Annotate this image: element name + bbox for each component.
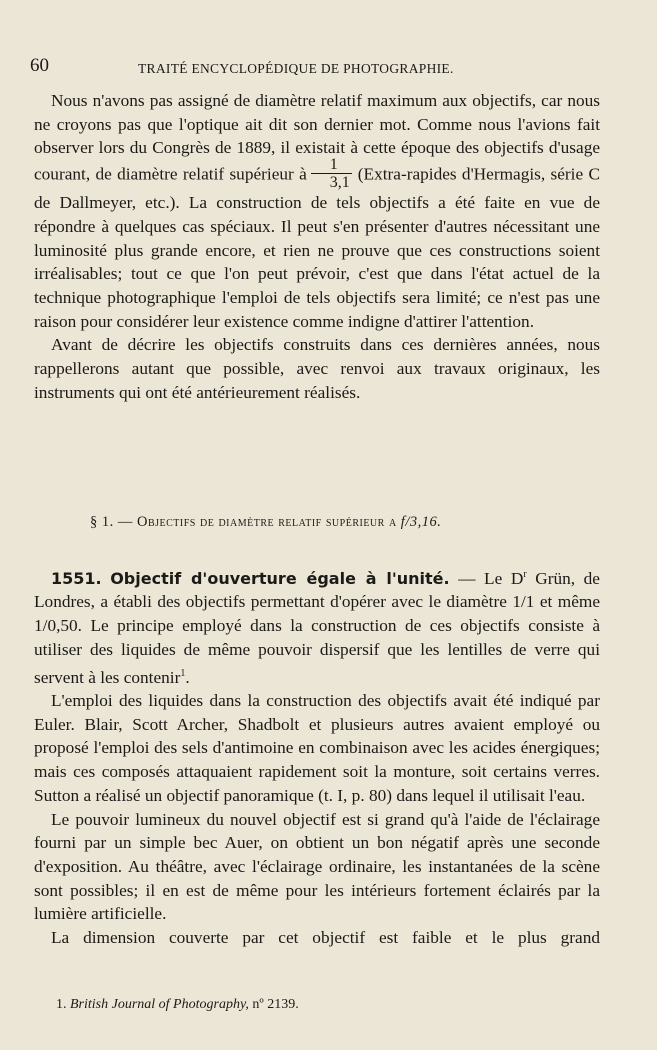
page-header <box>30 55 621 83</box>
article-paragraph-2: L'emploi des liquides dans la construction des objectifs avait été indiqué par Euler. Blair, Scott Archer, Shadbolt et plusieurs autres avaient employé ou proposé l'emploi des sels d'antimoine en combinaison avec les acides énergiques; mais ces composés attaquaient rapidement soit la monture, soit certains verres. Sutton a réalisé un objectif panoramique (t. I, p. 80) dans lequel il utilisait l'eau. <box>34 691 600 805</box>
article-p1-part-b: Grün, de Londres, a établi des objectifs permettant d'opérer avec le diamètre 1/1 et même 1/0,50. Le principe employé dans la construction de ces objectifs consiste à utiliser des liquides de même pouvoir dispersif que les lentilles de verre qui servent à les contenir <box>34 568 600 687</box>
article-number: 1551. <box>51 568 102 588</box>
footnote-issue: nº 2139. <box>252 997 299 1012</box>
article-1551 <box>34 563 600 950</box>
page-number: 60 <box>30 55 49 76</box>
section-title: Objectifs de diamètre relatif supérieur a <box>137 514 397 530</box>
article-p1-end: . <box>185 667 190 687</box>
paragraph-2: Avant de décrire les objectifs construits dans ces dernières années, nous rappellerons autant que possible, avec renvoi aux travaux originaux, les instruments qui ont été antérieurement réalisés. <box>34 335 600 402</box>
article-p1-part-a: — Le D <box>458 568 524 588</box>
footnote-reference: 1 <box>180 667 186 679</box>
fraction-denominator: 3,1 <box>311 173 352 191</box>
article-paragraph-1 <box>34 563 600 689</box>
paragraph-1-part-a: Nous n'avons pas assigné de diamètre relatif maximum aux objectifs, car nous ne croyons pas que l'optique ait dit son dernier mot. Comme nous l'avions fait observer lors du Congrès de 1889, il existait à cette époque des objectifs d'usage courant, de diamètre relatif supérieur à <box>34 91 600 184</box>
fraction-one-over-3-1 <box>311 156 352 191</box>
paragraph-1-part-b: (Extra-rapides d'Hermagis, série C de Dallmeyer, etc.). La construction de tels objectifs a été faite en vue de répondre à quelques cas spéciaux. Il peut s'en présenter d'autres nécessitant une luminosité plus grande encore, et rien ne prouve que ces constructions soient irréalisables; tout ce que l'on peut prévoir, c'est que dans l'état actuel de la technique photographique l'emploi de tels objectifs sera limité; ce n'est pas une raison pour considérer leur existence comme indigne d'attirer l'attention. <box>34 164 600 331</box>
footnote-journal: British Journal of Photography, <box>70 997 249 1012</box>
footnote-number: 1. <box>56 997 67 1012</box>
section-aperture-value: f/3,16. <box>400 514 442 530</box>
intro-text <box>34 89 600 404</box>
article-paragraph-3: Le pouvoir lumineux du nouvel objectif est si grand qu'à l'aide de l'éclairage fourni par un simple bec Auer, on obtient un bon négatif après une seconde d'exposition. Au théâtre, avec l'éclairage ordinaire, les instantanées de la scène sont possibles; il en est de même pour les intérieurs fortement éclairés par la lumière artificielle. <box>34 809 600 924</box>
footnote <box>56 997 299 1013</box>
running-title: TRAITÉ ENCYCLOPÉDIQUE DE PHOTOGRAPHIE. <box>138 61 454 76</box>
article-paragraph-4: La dimension couverte par cet objectif est faible et le plus grand <box>51 928 600 948</box>
paragraph-1 <box>34 89 600 333</box>
article-title: Objectif d'ouverture égale à l'unité. <box>110 568 450 588</box>
section-mark: § 1. — <box>90 514 133 530</box>
doctor-superscript: r <box>523 569 527 580</box>
fraction-numerator: 1 <box>329 156 338 174</box>
section-heading <box>90 514 441 531</box>
